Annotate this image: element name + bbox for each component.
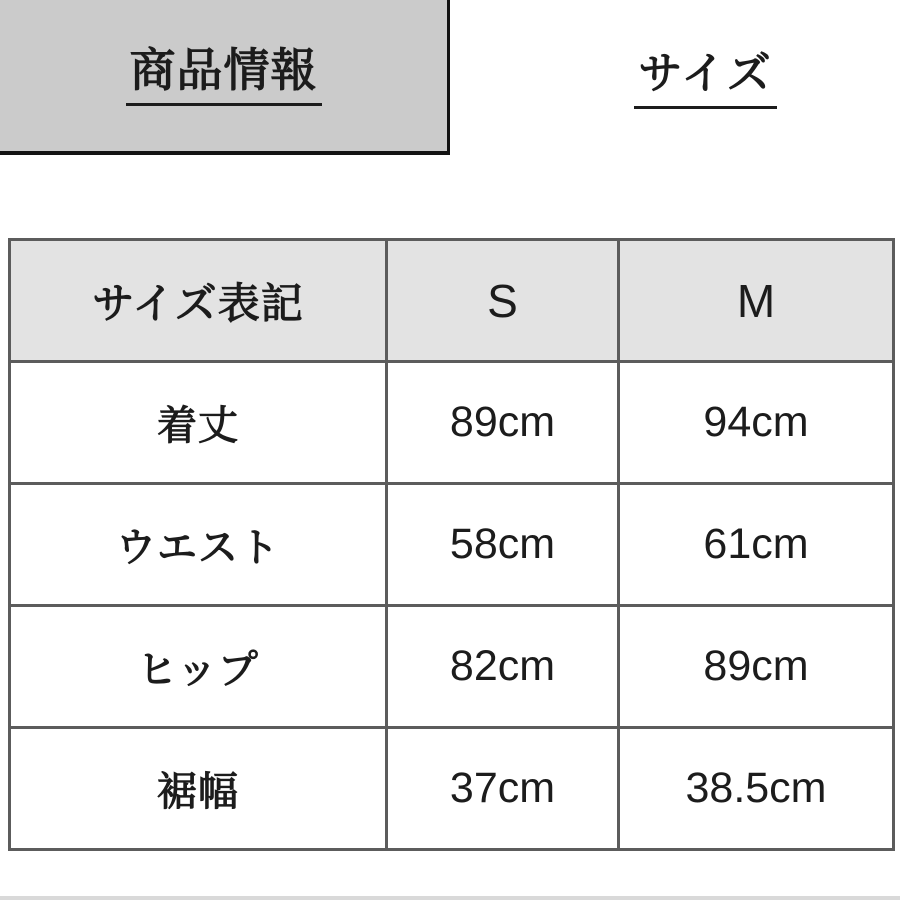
row-label-hem-width: 裾幅 bbox=[10, 728, 387, 850]
bottom-divider bbox=[0, 896, 900, 900]
table-row bbox=[10, 606, 894, 728]
tab-product-info[interactable] bbox=[0, 0, 450, 155]
table-row bbox=[10, 728, 894, 850]
row-value-waist-m: 61cm bbox=[619, 484, 894, 606]
row-value-waist-s: 58cm bbox=[387, 484, 619, 606]
size-table-header-row bbox=[10, 240, 894, 362]
row-label-waist: ウエスト bbox=[10, 484, 387, 606]
table-row bbox=[10, 362, 894, 484]
row-value-hem-width-s: 37cm bbox=[387, 728, 619, 850]
tab-size-label: サイズ bbox=[634, 50, 776, 109]
row-value-hem-width-m: 38.5cm bbox=[619, 728, 894, 850]
row-label-hip: ヒップ bbox=[10, 606, 387, 728]
tab-size[interactable] bbox=[453, 0, 900, 159]
tab-bar bbox=[0, 0, 900, 162]
size-table-header-s: S bbox=[387, 240, 619, 362]
size-table-header-notation: サイズ表記 bbox=[10, 240, 387, 362]
tab-product-info-label: 商品情報 bbox=[126, 45, 322, 106]
row-value-length-s: 89cm bbox=[387, 362, 619, 484]
size-table-header-m: M bbox=[619, 240, 894, 362]
row-value-hip-s: 82cm bbox=[387, 606, 619, 728]
table-row bbox=[10, 484, 894, 606]
row-label-length: 着丈 bbox=[10, 362, 387, 484]
size-table bbox=[8, 238, 895, 851]
row-value-length-m: 94cm bbox=[619, 362, 894, 484]
row-value-hip-m: 89cm bbox=[619, 606, 894, 728]
